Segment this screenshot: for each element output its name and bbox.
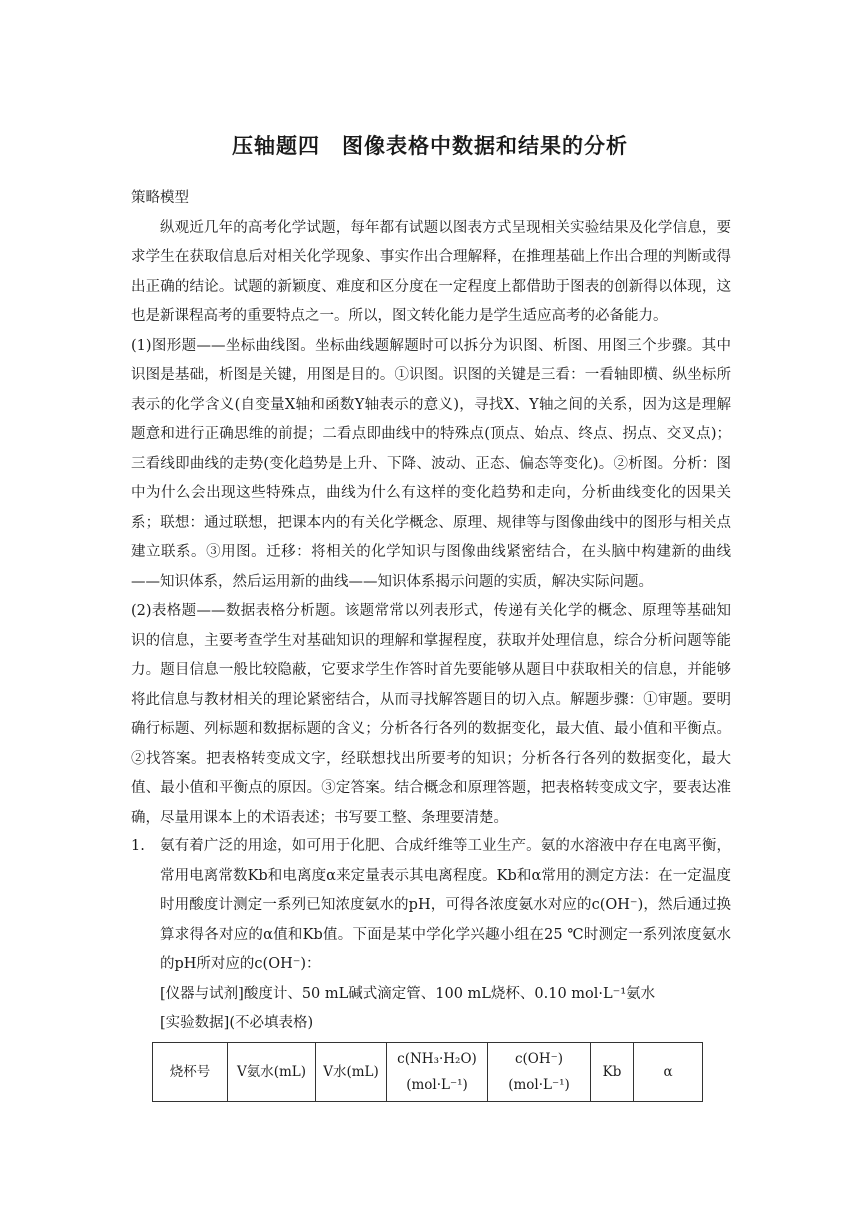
part1-paragraph: (1)图形题——坐标曲线图。坐标曲线题解题时可以拆分为识图、析图、用图三个步骤。其中识图是基础，析图是关键，用图是目的。①识图。识图的关键是三看：一看轴即横、纵坐标所表示的化学含义(自变量X轴和函数Y轴表示的意义)，寻找X、Y轴之间的关系，因为这是理解题意和进行正确思维的前提；二看点即曲线中的特殊点(顶点、始点、终点、拐点、交叉点)；三看线即曲线的走势(变化趋势是上升、下降、波动、正态、偏态等变化)。②析图。分析：图中为什么会出现这些特殊点，曲线为什么有这样的变化趋势和走向，分析曲线变化的因果关系；联想：通过联想，把课本内的有关化学概念、原理、规律等与图像曲线中的图形与相关点建立联系。③用图。迁移：将相关的化学知识与图像曲线紧密结合，在头脑中构建新的曲线——知识体系，然后运用新的曲线——知识体系揭示问题的实质，解决实际问题。 <box>131 337 731 590</box>
page-title: 压轴题四 图像表格中数据和结果的分析 <box>232 134 628 158</box>
part2-paragraph: (2)表格题——数据表格分析题。该题常常以列表形式，传递有关化学的概念、原理等基础知识的信息，主要考查学生对基础知识的理解和掌握程度，获取并处理信息，综合分析问题等能力。题目信息一般比较隐蔽，它要求学生作答时首先要能够从题目中获取相关的信息，并能够将此信息与教材相关的理论紧密结合，从而寻找解答题目的切入点。解题步骤：①审题。要明确行标题、列标题和数据标题的含义；分析各行各列的数据变化，最大值、最小值和平衡点。②找答案。把表格转变成文字，经联想找出所要考的知识；分析各行各列的数据变化，最大值、最小值和平衡点的原因。③定答案。结合概念和原理答题，把表格转变成文字，要表达准确，尽量用课本上的术语表述；书写要工整、条理要清楚。 <box>131 603 731 826</box>
header-v-ammonia: V氨水(mL) <box>228 1043 316 1102</box>
section-label: 策略模型 <box>131 190 189 206</box>
header-c-oh-unit: (mol·L⁻¹) <box>508 1077 570 1093</box>
data-table <box>152 1042 703 1102</box>
question-1 <box>131 832 731 1039</box>
data-label: [实验数据](不必填表格) <box>160 1015 314 1031</box>
header-alpha: α <box>634 1043 703 1102</box>
header-c-nh3-unit: (mol·L⁻¹) <box>406 1077 468 1093</box>
table-header-row <box>153 1043 703 1102</box>
header-c-nh3-top: c(NH₃·H₂O) <box>397 1051 477 1067</box>
header-c-nh3 <box>387 1043 488 1102</box>
header-v-water: V水(mL) <box>316 1043 387 1102</box>
header-beaker: 烧杯号 <box>153 1043 228 1102</box>
question-number: 1. <box>131 838 145 854</box>
equipment-line: [仪器与试剂]酸度计、50 mL碱式滴定管、100 mL烧杯、0.10 mol·L⁻¹氨水 <box>160 985 656 1002</box>
header-c-oh <box>488 1043 591 1102</box>
intro-paragraph: 纵观近几年的高考化学试题，每年都有试题以图表方式呈现相关实验结果及化学信息，要求学生在获取信息后对相关化学现象、事实作出合理解释，在推理基础上作出合理的判断或得出正确的结论。试题的新颖度、难度和区分度在一定程度上都借助于图表的创新得以体现，这也是新课程高考的重要特点之一。所以，图文转化能力是学生适应高考的必备能力。 <box>131 219 731 324</box>
header-kb: Kb <box>591 1043 634 1102</box>
question-text: 氨有着广泛的用途，如可用于化肥、合成纤维等工业生产。氨的水溶液中存在电离平衡，常用电离常数Kb和电离度α来定量表示其电离程度。Kb和α常用的测定方法：在一定温度时用酸度计测定一系列已知浓度氨水的pH，可得各浓度氨水对应的c(OH⁻)，然后通过换算求得各对应的α值和Kb值。下面是某中学化学兴趣小组在25 ℃时测定一系列浓度氨水的pH所对应的c(OH⁻)： <box>160 838 731 972</box>
header-c-oh-top: c(OH⁻) <box>514 1051 564 1067</box>
strategy-section <box>131 184 731 833</box>
